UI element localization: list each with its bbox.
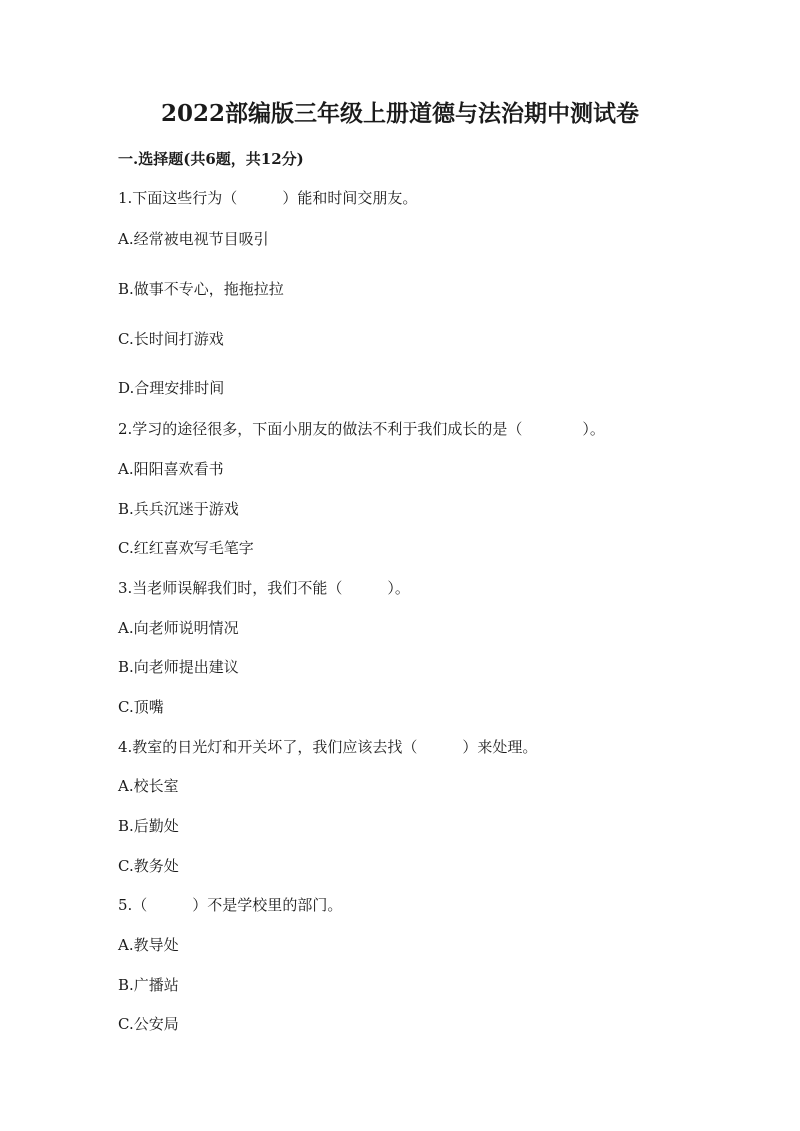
section-heading: 一.选择题(共6题，共12分)	[118, 150, 304, 168]
question-2-option-b: B.兵兵沉迷于游戏	[118, 500, 239, 518]
question-2-option-a: A.阳阳喜欢看书	[118, 460, 224, 478]
question-3-option-c: C.顶嘴	[118, 698, 164, 716]
question-4-stem: 4.教室的日光灯和开关坏了，我们应该去找（ ）来处理。	[118, 738, 538, 756]
question-3-stem: 3.当老师误解我们时，我们不能（ ）。	[118, 579, 410, 597]
question-4-option-c: C.教务处	[118, 857, 179, 875]
question-5-option-a: A.教导处	[118, 936, 179, 954]
question-1-option-b: B.做事不专心，拖拖拉拉	[118, 280, 284, 298]
question-2-stem: 2.学习的途径很多，下面小朋友的做法不利于我们成长的是（ ）。	[118, 420, 605, 438]
question-5-stem: 5.（ ）不是学校里的部门。	[118, 896, 343, 914]
page-title: 2022部编版三年级上册道德与法治期中测试卷	[160, 100, 639, 127]
question-4-option-b: B.后勤处	[118, 817, 179, 835]
question-5-option-b: B.广播站	[118, 976, 179, 994]
question-2-option-c: C.红红喜欢写毛笔字	[118, 539, 254, 557]
question-1-option-a: A.经常被电视节目吸引	[118, 230, 269, 248]
question-1-option-c: C.长时间打游戏	[118, 330, 224, 348]
question-3-option-a: A.向老师说明情况	[118, 619, 239, 637]
question-3-option-b: B.向老师提出建议	[118, 658, 239, 676]
question-1-stem: 1.下面这些行为（ ）能和时间交朋友。	[118, 189, 418, 207]
question-5-option-c: C.公安局	[118, 1015, 179, 1033]
question-1-option-d: D.合理安排时间	[118, 379, 225, 397]
question-4-option-a: A.校长室	[118, 777, 179, 795]
